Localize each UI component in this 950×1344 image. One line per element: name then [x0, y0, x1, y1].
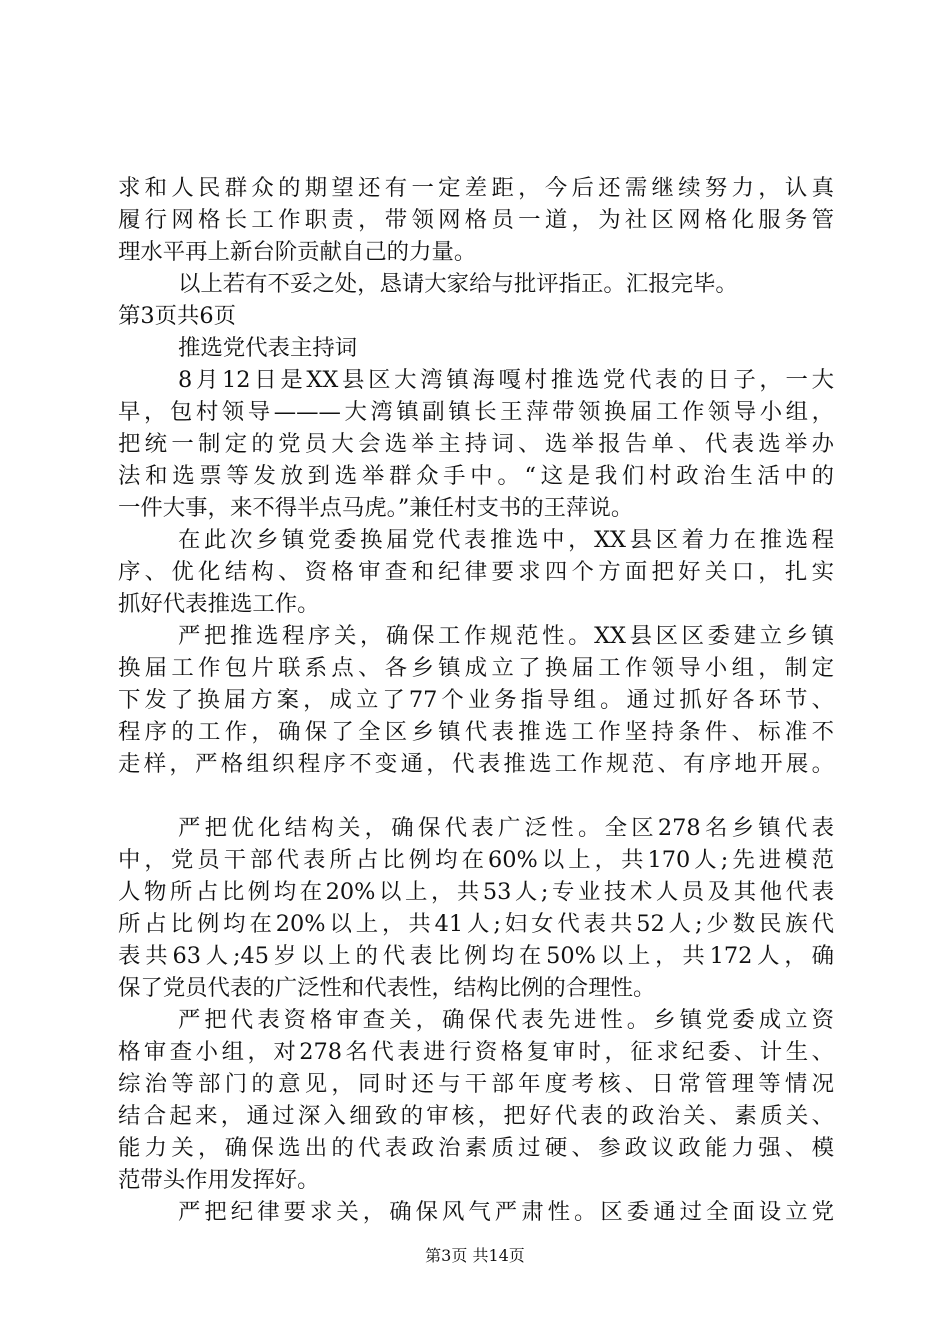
text-line: 程序的工作，确保了全区乡镇代表推选工作坚持条件、标准不	[118, 719, 834, 745]
text-line: 格审查小组，对278名代表进行资格复审时，征求纪委、计生、	[118, 1039, 834, 1065]
text-line: 换届工作包片联系点、各乡镇成立了换届工作领导小组，制定	[118, 655, 834, 681]
text-line: 理水平再上新台阶贡献自己的力量。	[118, 239, 477, 265]
text-line: 人物所占比例均在20%以上，共53人;专业技术人员及其他代表	[118, 879, 834, 905]
text-line: 8月12日是XX县区大湾镇海嘎村推选党代表的日子，一大	[178, 367, 834, 393]
text-line: 保了党员代表的广泛性和代表性，结构比例的合理性。	[118, 975, 656, 1001]
page-marker: 第3页共6页	[118, 303, 237, 329]
page-footer: 第3页 共14页	[425, 1246, 525, 1265]
text-line: 在此次乡镇党委换届党代表推选中，XX县区着力在推选程	[178, 527, 834, 553]
text-line: 能力关，确保选出的代表政治素质过硬、参政议政能力强、模	[118, 1135, 834, 1161]
text-line: 法和选票等发放到选举群众手中。“这是我们村政治生活中的	[118, 463, 834, 489]
text-line: 严把优化结构关，确保代表广泛性。全区278名乡镇代表	[178, 815, 834, 841]
text-line: 结合起来，通过深入细致的审核，把好代表的政治关、素质关、	[118, 1103, 834, 1129]
text-line: 严把代表资格审查关，确保代表先进性。乡镇党委成立资	[178, 1007, 834, 1033]
document-body	[118, 172, 834, 1228]
text-line: 履行网格长工作职责，带领网格员一道，为社区网格化服务管	[118, 207, 834, 233]
text-line: 把统一制定的党员大会选举主持词、选举报告单、代表选举办	[118, 431, 834, 457]
text-line: 综治等部门的意见，同时还与干部年度考核、日常管理等情况	[118, 1071, 834, 1097]
text-line: 严把纪律要求关，确保风气严肃性。区委通过全面设立党	[178, 1199, 834, 1225]
text-line: 下发了换届方案，成立了77个业务指导组。通过抓好各环节、	[118, 687, 834, 713]
paragraph-gap	[118, 780, 834, 812]
text-line: 以上若有不妥之处，恳请大家给与批评指正。汇报完毕。	[178, 271, 738, 297]
text-line: 抓好代表推选工作。	[118, 591, 320, 617]
text-line: 早，包村领导———大湾镇副镇长王萍带领换届工作领导小组，	[118, 399, 834, 425]
text-line: 走样，严格组织程序不变通，代表推选工作规范、有序地开展。	[118, 751, 834, 777]
text-line: 序、优化结构、资格审查和纪律要求四个方面把好关口，扎实	[118, 559, 834, 585]
text-line: 求和人民群众的期望还有一定差距，今后还需继续努力，认真	[118, 175, 834, 201]
text-line: 范带头作用发挥好。	[118, 1167, 320, 1193]
section-title: 推选党代表主持词	[178, 335, 358, 361]
text-line: 一件大事，来不得半点马虎。”兼任村支书的王萍说。	[118, 495, 634, 521]
text-line: 所占比例均在20%以上，共41人;妇女代表共52人;少数民族代	[118, 911, 834, 937]
text-line: 中，党员干部代表所占比例均在60%以上，共170人;先进模范	[118, 847, 834, 873]
text-line: 表共63人;45岁以上的代表比例均在50%以上，共172人，确	[118, 943, 834, 969]
text-line: 严把推选程序关，确保工作规范性。XX县区区委建立乡镇	[178, 623, 834, 649]
